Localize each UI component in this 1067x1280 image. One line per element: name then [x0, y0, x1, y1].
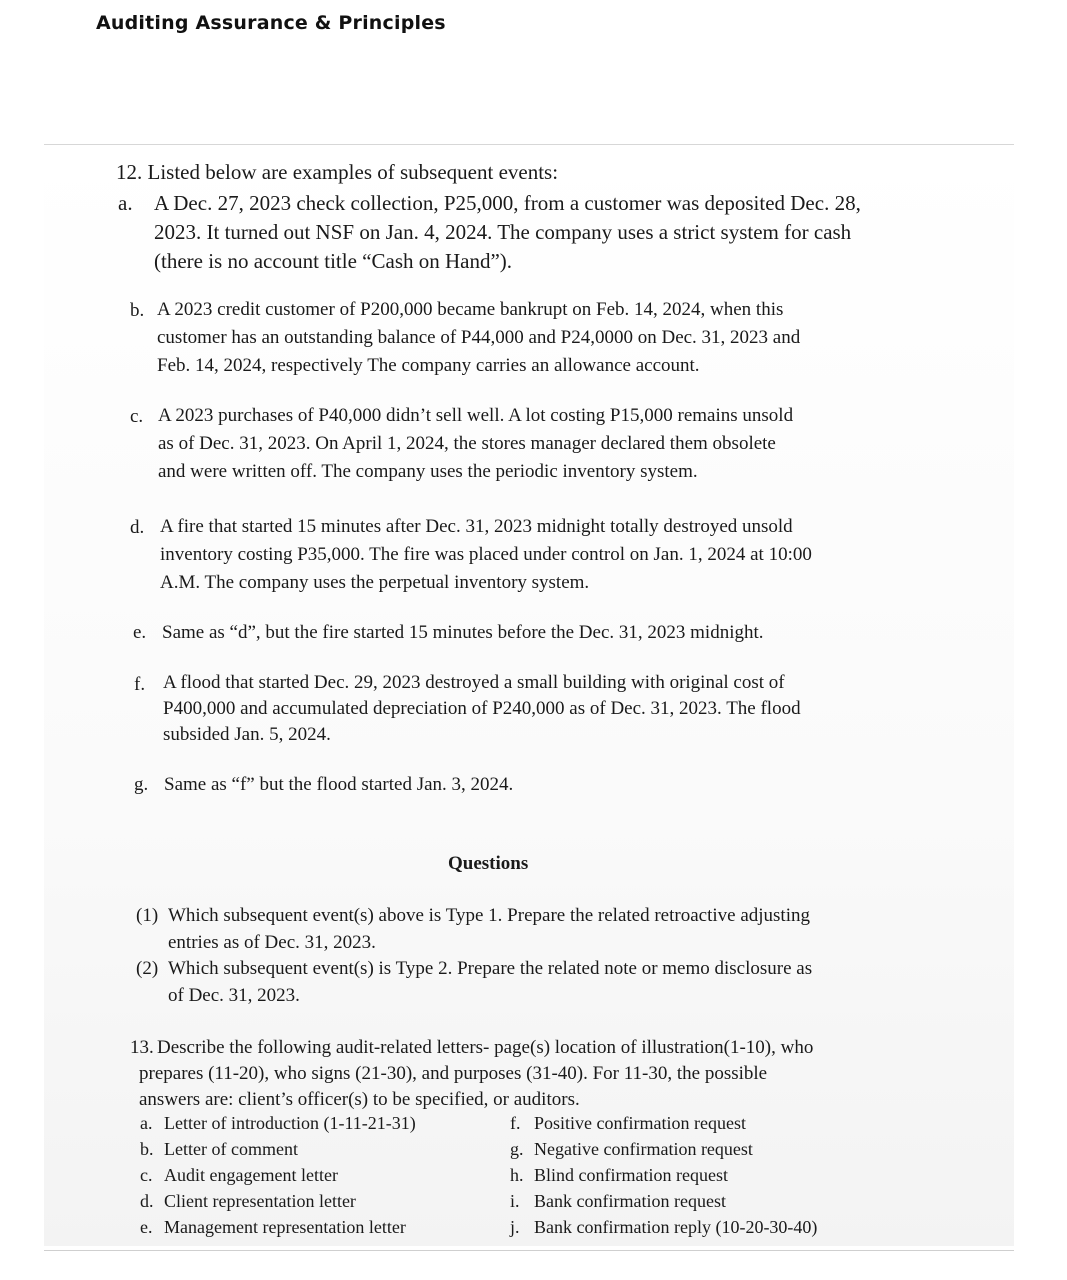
event-line: A.M. The company uses the perpetual inventory system.: [160, 572, 590, 593]
top-divider: [44, 144, 1014, 145]
q13-left-list: [140, 1110, 416, 1240]
question-2: [168, 955, 812, 1009]
event-label: d.: [130, 517, 145, 538]
event-line: A 2023 purchases of P40,000 didn’t sell well. A lot costing P15,000 remains unsold: [158, 405, 794, 426]
q13-line: prepares (11-20), who signs (21-30), and purposes (31-40). For 11-30, the possible: [139, 1063, 768, 1084]
list-item: j. Bank confirmation reply (10-20-30-40): [510, 1217, 818, 1237]
event-label: f.: [134, 674, 146, 695]
q13-description-cont: [139, 1061, 767, 1113]
question-line: Which subsequent event(s) above is Type 1. Prepare the related retroactive adjusting: [168, 905, 810, 926]
list-item: c. Audit engagement letter: [140, 1165, 338, 1185]
event-line: as of Dec. 31, 2023. On April 1, 2024, the stores manager declared them obsolete: [158, 433, 776, 454]
event-text-a: [154, 189, 861, 276]
question-line: Which subsequent event(s) is Type 2. Prepare the related note or memo disclosure as: [168, 958, 813, 979]
question-1-label: [136, 902, 158, 929]
question-2-label: [136, 955, 158, 982]
event-line: Feb. 14, 2024, respectively The company carries an allowance account.: [157, 355, 700, 376]
q13-number-text: 13.: [130, 1037, 154, 1058]
question-line: of Dec. 31, 2023.: [168, 985, 300, 1006]
q13-description: [139, 1035, 813, 1061]
event-label: e.: [133, 622, 147, 643]
q12-intro-text: Listed below are examples of subsequent events:: [147, 160, 559, 184]
question-label: (1): [136, 905, 159, 926]
list-item: d. Client representation letter: [140, 1191, 356, 1211]
event-line: Same as “f” but the flood started Jan. 3, 2024.: [164, 774, 514, 795]
event-label: a.: [118, 191, 133, 215]
event-line: 2023. It turned out NSF on Jan. 4, 2024. The company uses a strict system for cash: [154, 220, 852, 244]
event-item-c: [130, 402, 154, 431]
list-item: a. Letter of introduction (1-11-21-31): [140, 1113, 416, 1133]
event-line: P400,000 and accumulated depreciation of P240,000 as of Dec. 31, 2023. The flood: [163, 698, 801, 719]
list-item: i. Bank confirmation request: [510, 1191, 726, 1211]
question-label: (2): [136, 958, 159, 979]
event-line: inventory costing P35,000. The fire was placed under control on Jan. 1, 2024 at 10:00: [160, 544, 812, 565]
page-header-title: Auditing Assurance & Principles: [96, 12, 446, 34]
questions-heading: Questions: [448, 853, 529, 874]
event-line: A 2023 credit customer of P200,000 became bankrupt on Feb. 14, 2024, when this: [157, 299, 784, 320]
list-item: h. Blind confirmation request: [510, 1165, 728, 1185]
question-1: [168, 902, 810, 956]
list-item: e. Management representation letter: [140, 1217, 406, 1237]
event-text-c: [158, 402, 793, 486]
event-label: c.: [130, 406, 144, 427]
question-line: entries as of Dec. 31, 2023.: [168, 932, 376, 953]
list-item: g. Negative confirmation request: [510, 1139, 753, 1159]
event-item-f: [134, 670, 158, 699]
event-text-d: [160, 513, 812, 597]
list-item: f. Positive confirmation request: [510, 1113, 746, 1133]
event-label: b.: [130, 300, 145, 321]
event-text-e: [162, 618, 764, 647]
event-text-g: [164, 770, 513, 799]
q13-line: answers are: client’s officer(s) to be specified, or auditors.: [139, 1089, 580, 1110]
event-line: subsided Jan. 5, 2024.: [163, 724, 331, 745]
event-line: A flood that started Dec. 29, 2023 destroyed a small building with original cost of: [163, 672, 785, 693]
event-line: (there is no account title “Cash on Hand”).: [154, 249, 513, 273]
bottom-divider: [44, 1250, 1014, 1251]
list-item: b. Letter of comment: [140, 1139, 298, 1159]
q13-right-list: [510, 1110, 817, 1240]
event-line: and were written off. The company uses the periodic inventory system.: [158, 461, 698, 482]
q12-intro: [116, 158, 558, 187]
event-item-g: [134, 770, 158, 799]
q13-line: Describe the following audit-related letters- page(s) location of illustration(1-10), who: [157, 1037, 814, 1058]
q12-number: 12.: [116, 160, 143, 184]
event-text-b: [157, 296, 800, 380]
event-line: Same as “d”, but the fire started 15 minutes before the Dec. 31, 2023 midnight.: [162, 622, 764, 643]
event-item-d: [130, 513, 154, 542]
event-label: g.: [134, 774, 149, 795]
event-item-a: [118, 189, 142, 218]
event-line: A Dec. 27, 2023 check collection, P25,000, from a customer was deposited Dec. 28,: [154, 191, 861, 215]
event-line: customer has an outstanding balance of P44,000 and P24,0000 on Dec. 31, 2023 and: [157, 327, 801, 348]
event-text-f: [163, 670, 801, 748]
event-item-b: [130, 296, 154, 325]
event-item-e: [133, 618, 157, 647]
event-line: A fire that started 15 minutes after Dec. 31, 2023 midnight totally destroyed unsold: [160, 516, 793, 537]
